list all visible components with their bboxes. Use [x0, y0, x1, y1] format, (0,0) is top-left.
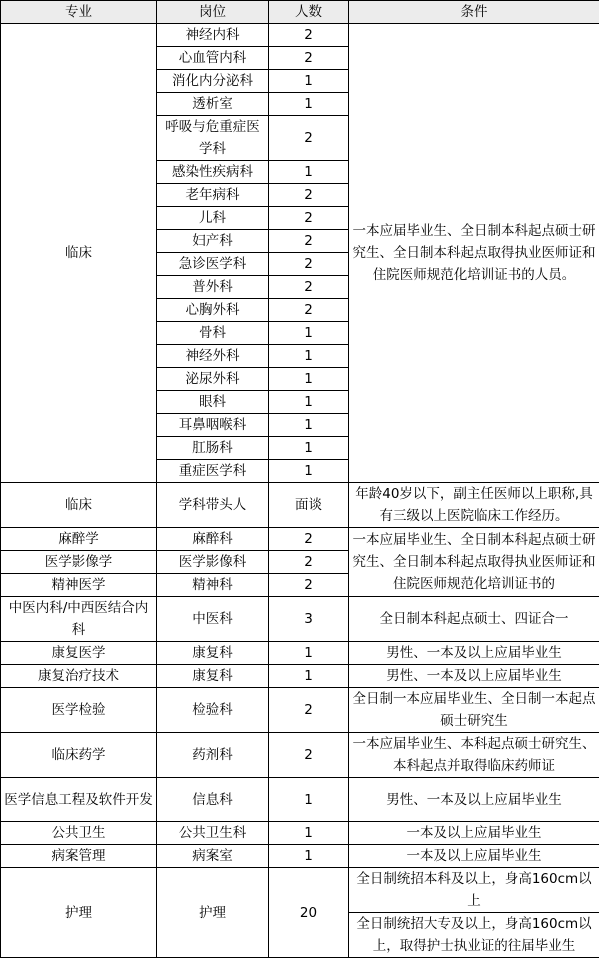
cell-post: 公共卫生科 — [157, 822, 269, 845]
cell-post: 医学影像科 — [157, 551, 269, 574]
cell-count: 2 — [269, 47, 349, 70]
cell-condition: 年龄40岁以下，副主任医师以上职称,具有三级以上医院临床工作经历。 — [349, 483, 599, 528]
cell-count: 2 — [269, 276, 349, 299]
cell-major: 护理 — [1, 868, 157, 958]
cell-count: 1 — [269, 93, 349, 116]
cell-post: 耳鼻咽喉科 — [157, 414, 269, 437]
cell-post: 麻醉科 — [157, 528, 269, 551]
cell-condition: 男性、一本及以上应届毕业生 — [349, 778, 599, 822]
cell-major: 精神医学 — [1, 574, 157, 597]
cell-post: 妇产科 — [157, 230, 269, 253]
cell-count: 2 — [269, 688, 349, 733]
cell-count: 1 — [269, 665, 349, 688]
cell-post: 呼吸与危重症医学科 — [157, 116, 269, 161]
cell-post: 康复科 — [157, 642, 269, 665]
cell-post: 中医科 — [157, 597, 269, 642]
header-post: 岗位 — [157, 1, 269, 24]
header-row — [1, 1, 599, 24]
table-row — [1, 483, 599, 528]
cell-condition: 一本应届毕业生、全日制本科起点硕士研究生、全日制本科起点取得执业医师证和住院医师规范化培训证书的人员。 — [349, 24, 599, 483]
table-body — [1, 24, 599, 958]
cell-post: 老年病科 — [157, 184, 269, 207]
cell-count: 1 — [269, 642, 349, 665]
cell-major: 麻醉学 — [1, 528, 157, 551]
table-row — [1, 822, 599, 845]
cell-count: 2 — [269, 528, 349, 551]
cell-condition: 一本应届毕业生、全日制本科起点硕士研究生、全日制本科起点取得执业医师证和住院医师规范化培训证书的 — [349, 528, 599, 597]
cell-post: 心血管内科 — [157, 47, 269, 70]
cell-count: 2 — [269, 574, 349, 597]
cell-major: 医学信息工程及软件开发 — [1, 778, 157, 822]
cell-major: 临床药学 — [1, 733, 157, 778]
cell-count: 3 — [269, 597, 349, 642]
cell-post: 心胸外科 — [157, 299, 269, 322]
cell-condition: 男性、一本及以上应届毕业生 — [349, 665, 599, 688]
cell-count: 面谈 — [269, 483, 349, 528]
cell-count: 20 — [269, 868, 349, 958]
cell-condition: 全日制一本应届毕业生、全日制一本起点硕士研究生 — [349, 688, 599, 733]
cell-post: 病案室 — [157, 845, 269, 868]
cell-post: 感染性疾病科 — [157, 161, 269, 184]
header-major: 专业 — [1, 1, 157, 24]
cell-count: 2 — [269, 24, 349, 47]
cell-count: 1 — [269, 845, 349, 868]
cell-post: 神经外科 — [157, 345, 269, 368]
cell-post: 消化内分泌科 — [157, 70, 269, 93]
cell-post: 神经内科 — [157, 24, 269, 47]
cell-major: 中医内科/中西医结合内科 — [1, 597, 157, 642]
table-row — [1, 642, 599, 665]
cell-condition: 全日制统招本科及以上，身高160cm以上 — [349, 868, 599, 913]
cell-major: 康复医学 — [1, 642, 157, 665]
cell-major: 病案管理 — [1, 845, 157, 868]
cell-count: 1 — [269, 368, 349, 391]
cell-major: 临床 — [1, 24, 157, 483]
cell-post: 检验科 — [157, 688, 269, 733]
cell-post: 透析室 — [157, 93, 269, 116]
cell-count: 1 — [269, 778, 349, 822]
cell-post: 精神科 — [157, 574, 269, 597]
table-row — [1, 665, 599, 688]
cell-count: 1 — [269, 345, 349, 368]
cell-count: 1 — [269, 460, 349, 483]
cell-post: 护理 — [157, 868, 269, 958]
cell-condition: 全日制统招大专及以上，身高160cm以上，取得护士执业证的往届毕业生 — [349, 913, 599, 958]
cell-major: 临床 — [1, 483, 157, 528]
cell-major: 康复治疗技术 — [1, 665, 157, 688]
cell-post: 信息科 — [157, 778, 269, 822]
cell-count: 1 — [269, 822, 349, 845]
table-row — [1, 24, 599, 47]
cell-major: 医学检验 — [1, 688, 157, 733]
cell-post: 泌尿外科 — [157, 368, 269, 391]
table-row — [1, 845, 599, 868]
cell-count: 2 — [269, 253, 349, 276]
cell-condition: 一本及以上应届毕业生 — [349, 845, 599, 868]
cell-condition: 男性、一本及以上应届毕业生 — [349, 642, 599, 665]
cell-count: 1 — [269, 391, 349, 414]
table-row — [1, 597, 599, 642]
cell-count: 2 — [269, 551, 349, 574]
cell-condition: 一本及以上应届毕业生 — [349, 822, 599, 845]
cell-count: 2 — [269, 733, 349, 778]
header-condition: 条件 — [349, 1, 599, 24]
cell-count: 2 — [269, 207, 349, 230]
cell-condition: 全日制本科起点硕士、四证合一 — [349, 597, 599, 642]
cell-major: 医学影像学 — [1, 551, 157, 574]
cell-count: 1 — [269, 161, 349, 184]
cell-count: 1 — [269, 70, 349, 93]
cell-count: 1 — [269, 437, 349, 460]
cell-count: 2 — [269, 184, 349, 207]
cell-post: 儿科 — [157, 207, 269, 230]
table-row — [1, 868, 599, 913]
table-row — [1, 778, 599, 822]
table-row — [1, 688, 599, 733]
cell-post: 普外科 — [157, 276, 269, 299]
cell-count: 1 — [269, 414, 349, 437]
header-count: 人数 — [269, 1, 349, 24]
cell-post: 药剂科 — [157, 733, 269, 778]
cell-post: 骨科 — [157, 322, 269, 345]
cell-condition: 一本应届毕业生、本科起点硕士研究生、本科起点并取得临床药师证 — [349, 733, 599, 778]
cell-post: 康复科 — [157, 665, 269, 688]
cell-post: 肛肠科 — [157, 437, 269, 460]
cell-post: 重症医学科 — [157, 460, 269, 483]
cell-count: 2 — [269, 230, 349, 253]
cell-post: 急诊医学科 — [157, 253, 269, 276]
cell-count: 2 — [269, 116, 349, 161]
cell-count: 1 — [269, 322, 349, 345]
cell-post: 眼科 — [157, 391, 269, 414]
cell-post: 学科带头人 — [157, 483, 269, 528]
table-row — [1, 733, 599, 778]
table-row — [1, 528, 599, 551]
cell-major: 公共卫生 — [1, 822, 157, 845]
cell-count: 2 — [269, 299, 349, 322]
